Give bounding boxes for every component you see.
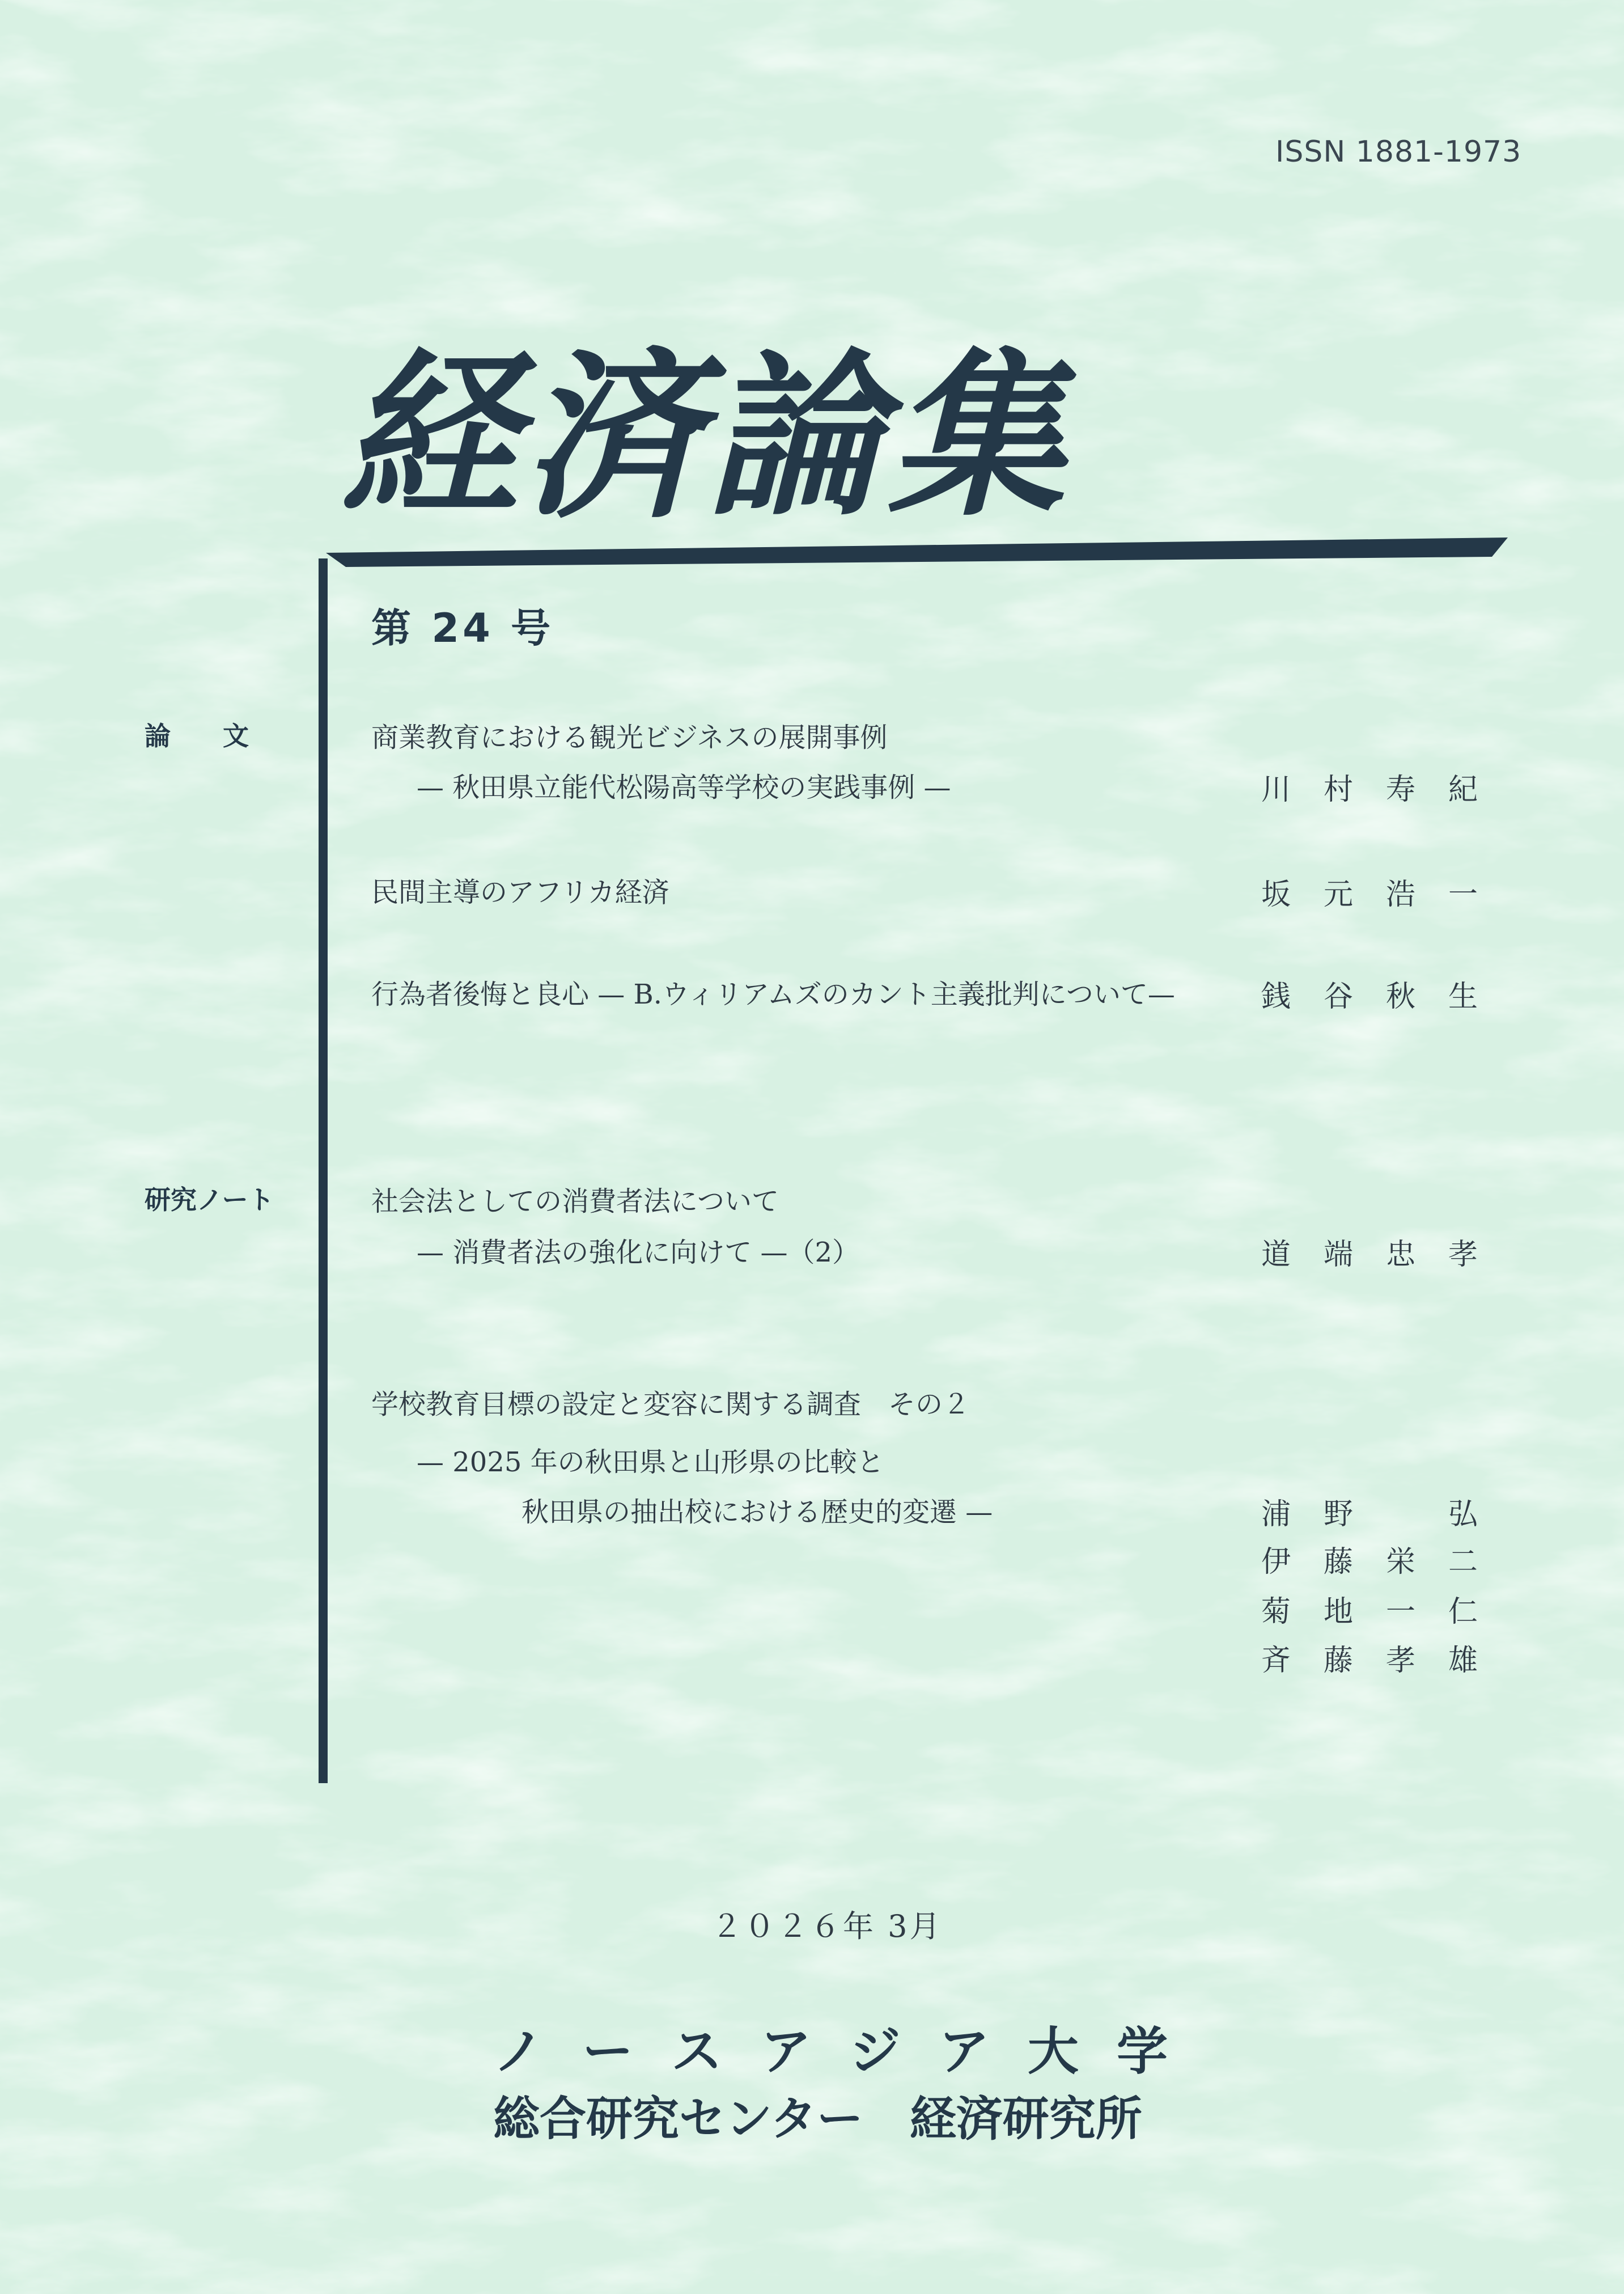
publisher-university	[493, 2010, 1168, 2084]
article-subtitle: — 消費者法の強化に向けて —（2）	[417, 1237, 860, 1268]
author-name: 浦野 弘	[1261, 1497, 1511, 1531]
publication-date: ２０２６年 3月	[711, 1908, 943, 1944]
article-title: 行為者後悔と良心 — B.ウィリアムズのカント主義批判について—	[371, 979, 1175, 1010]
article-title: 商業教育における観光ビジネスの展開事例	[371, 722, 888, 754]
university-name-char: ー	[582, 2021, 634, 2081]
article-author	[1261, 1588, 1511, 1630]
university-name-char: 学	[1116, 2021, 1168, 2081]
university-name-char: ノ	[493, 2021, 544, 2081]
header-rule	[326, 537, 1508, 567]
article-author	[1261, 972, 1511, 1015]
article-title: 民間主導のアフリカ経済	[371, 877, 669, 908]
author-name: 坂元浩一	[1261, 878, 1511, 912]
article-title: 学校教育目標の設定と変容に関する調査 その２	[371, 1389, 970, 1420]
article-author	[1261, 1230, 1511, 1273]
university-name-char: ス	[671, 2021, 723, 2081]
publisher-center: 総合研究センター 経済研究所	[493, 2092, 1142, 2146]
university-name-char: ア	[938, 2021, 990, 2081]
author-name: 道端忠孝	[1261, 1238, 1511, 1272]
university-name-char: 大	[1027, 2021, 1079, 2081]
journal-title: 経済論集	[330, 333, 1112, 540]
article-author	[1261, 1636, 1511, 1679]
section-label-research-notes: 研究ノート	[145, 1184, 274, 1215]
issn-number: ISSN 1881-1973	[1275, 135, 1522, 169]
issue-number: 第 24 号	[371, 605, 554, 651]
article-title: 社会法としての消費者法について	[371, 1186, 779, 1217]
article-subtitle: — 秋田県立能代松陽高等学校の実践事例 —	[417, 772, 951, 803]
article-author	[1261, 870, 1511, 913]
vertical-rule	[319, 558, 328, 1783]
article-author	[1261, 1538, 1511, 1580]
university-name-char: ア	[760, 2021, 812, 2081]
author-name: 伊藤栄二	[1261, 1545, 1511, 1579]
university-name-char: ジ	[849, 2021, 901, 2081]
author-name: 菊地一仁	[1261, 1595, 1511, 1629]
article-author	[1261, 1490, 1511, 1533]
article-author	[1261, 765, 1511, 808]
section-label-papers: 論 文	[145, 721, 249, 751]
article-subtitle: — 2025 年の秋田県と山形県の比較と	[417, 1446, 884, 1478]
author-name: 銭谷秋生	[1261, 980, 1511, 1014]
author-name: 斉藤孝雄	[1261, 1644, 1511, 1678]
article-subtitle-continued: 秋田県の抽出校における歴史的変遷 —	[521, 1496, 993, 1528]
author-name: 川村寿紀	[1261, 773, 1511, 807]
